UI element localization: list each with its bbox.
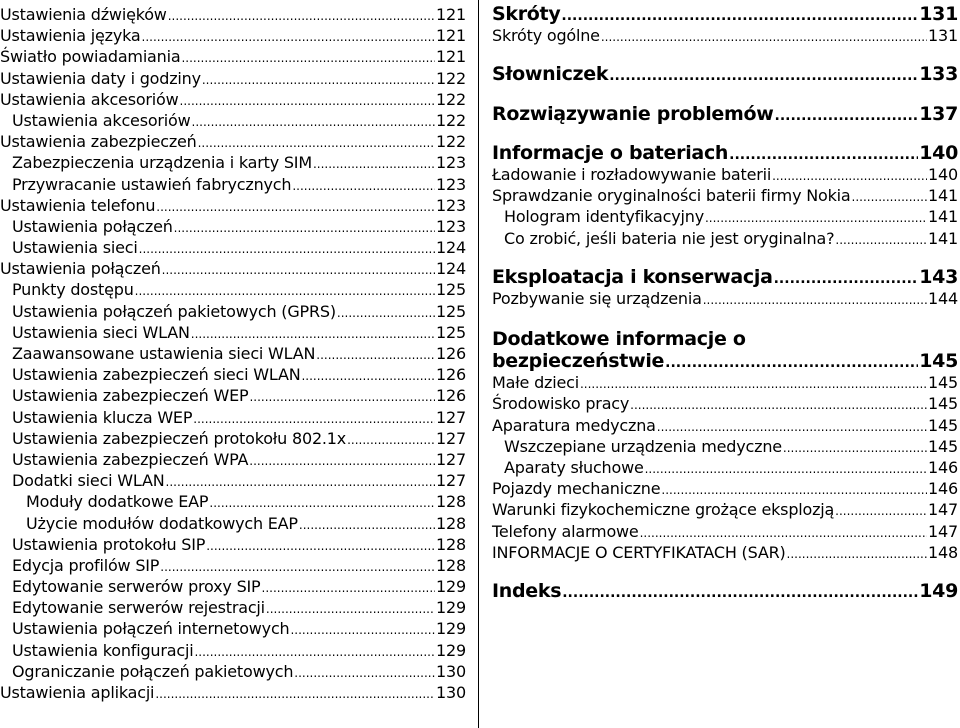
toc-entry[interactable] bbox=[492, 206, 958, 227]
toc-entry-page: 123 bbox=[436, 216, 466, 236]
toc-leader-dots bbox=[657, 421, 927, 433]
toc-entry-page: 125 bbox=[436, 322, 466, 342]
toc-entry-page: 127 bbox=[436, 471, 466, 491]
toc-leader-dots bbox=[174, 222, 435, 234]
toc-entry-page: 123 bbox=[436, 195, 466, 215]
toc-entry-page: 144 bbox=[928, 288, 958, 308]
toc-entry[interactable] bbox=[492, 436, 958, 457]
toc-entry-page: 125 bbox=[436, 280, 466, 300]
toc-section-skroty[interactable]: Skróty ..... 131 bbox=[492, 4, 958, 25]
toc-leader-dots bbox=[705, 212, 927, 224]
toc-entry-label: Ustawienia zabezpieczeń sieci WLAN bbox=[12, 365, 301, 385]
toc-entry[interactable] bbox=[0, 89, 466, 110]
toc-leader-dots bbox=[249, 455, 435, 467]
toc-entry[interactable] bbox=[0, 491, 466, 512]
toc-entry-page: 123 bbox=[436, 174, 466, 194]
toc-entry-page: 125 bbox=[436, 301, 466, 321]
toc-entry-page: 122 bbox=[436, 132, 466, 152]
toc-entry-page: 124 bbox=[436, 259, 466, 279]
toc-entry[interactable] bbox=[0, 68, 466, 89]
toc-leader-dots bbox=[292, 180, 435, 192]
toc-entry-label: Zabezpieczenia urządzenia i karty SIM bbox=[12, 153, 312, 173]
toc-entry[interactable] bbox=[0, 597, 466, 618]
toc-entry[interactable] bbox=[492, 499, 958, 520]
toc-entry-page: 140 bbox=[928, 164, 958, 184]
toc-entry-page: 145 bbox=[928, 394, 958, 414]
toc-entry-page: 127 bbox=[436, 428, 466, 448]
toc-entry[interactable] bbox=[492, 185, 958, 206]
toc-leader-dots bbox=[299, 519, 435, 531]
toc-entry-page: 124 bbox=[436, 238, 466, 258]
toc-leader-dots bbox=[194, 646, 435, 658]
toc-leader-dots bbox=[160, 561, 435, 573]
toc-entry-label: Ustawienia połączeń bbox=[12, 216, 173, 236]
toc-entry-label: Edytowanie serwerów proxy SIP bbox=[12, 577, 261, 597]
toc-section-baterie[interactable]: Informacje o bateriach ..... 140 bbox=[492, 143, 958, 164]
toc-leader-dots bbox=[168, 10, 435, 22]
toc-entry-page: 128 bbox=[436, 555, 466, 575]
toc-entry[interactable] bbox=[0, 279, 466, 300]
toc-leader-dots bbox=[787, 548, 928, 560]
toc-entry[interactable] bbox=[0, 174, 466, 195]
toc-entry[interactable] bbox=[0, 25, 466, 46]
toc-entry-page: 146 bbox=[928, 479, 958, 499]
toc-entry[interactable] bbox=[0, 385, 466, 406]
toc-entry-page: 130 bbox=[436, 661, 466, 681]
toc-entry[interactable] bbox=[0, 449, 466, 470]
toc-entry-label: Ustawienia zabezpieczeń WPA bbox=[12, 449, 249, 469]
toc-entry[interactable] bbox=[0, 258, 466, 279]
toc-leader-dots bbox=[783, 442, 927, 454]
toc-leader-dots bbox=[601, 31, 927, 43]
toc-entry[interactable] bbox=[0, 364, 466, 385]
toc-entry[interactable] bbox=[0, 470, 466, 491]
toc-entry-label: Ustawienia klucza WEP bbox=[12, 407, 193, 427]
toc-entry-label: Skróty ogólne bbox=[492, 26, 600, 46]
toc-entry-page: 129 bbox=[436, 598, 466, 618]
toc-entry-page: 141 bbox=[928, 186, 958, 206]
toc-leader-dots bbox=[209, 497, 435, 509]
toc-leader-dots bbox=[645, 463, 927, 475]
toc-entry-page: 128 bbox=[436, 513, 466, 533]
toc-entry-page: 145 bbox=[928, 373, 958, 393]
toc-leader-dots bbox=[156, 201, 435, 213]
toc-entry-label: Ustawienia dźwięków bbox=[0, 5, 167, 24]
toc-section-problemy[interactable]: Rozwiązywanie problemów ..... 137 bbox=[492, 104, 958, 125]
toc-entry[interactable] bbox=[492, 478, 958, 499]
toc-entry[interactable] bbox=[0, 618, 466, 639]
toc-leader-dots bbox=[703, 294, 927, 306]
toc-leader-dots bbox=[166, 476, 436, 488]
toc-entry-label: Ładowanie i rozładowywanie baterii bbox=[492, 164, 772, 184]
toc-leader-dots bbox=[193, 413, 435, 425]
toc-entry[interactable] bbox=[492, 164, 958, 185]
toc-entry[interactable] bbox=[0, 661, 466, 682]
toc-entry-page: 127 bbox=[436, 449, 466, 469]
toc-entry[interactable] bbox=[0, 4, 466, 25]
toc-leader-dots bbox=[313, 158, 435, 170]
toc-leader-dots bbox=[852, 191, 928, 203]
toc-entry-label: Zaawansowane ustawienia sieci WLAN bbox=[12, 344, 316, 363]
toc-entry-page: 126 bbox=[436, 386, 466, 406]
toc-leader-dots bbox=[139, 243, 435, 255]
toc-entry[interactable] bbox=[0, 640, 466, 661]
toc-entry-label: Małe dzieci bbox=[492, 373, 579, 393]
toc-entry-page: 141 bbox=[928, 207, 958, 227]
toc-leader-dots bbox=[180, 95, 436, 107]
toc-section-bezpieczenstwo-line1[interactable]: Dodatkowe informacje o bbox=[492, 328, 746, 351]
toc-entry-label: Ustawienia zabezpieczeń bbox=[0, 132, 197, 152]
toc-entry-page: 121 bbox=[436, 26, 466, 46]
toc-leader-dots bbox=[630, 399, 927, 411]
toc-entry-page: 145 bbox=[928, 415, 958, 435]
toc-entry-label: Sprawdzanie oryginalności baterii firmy Nokia bbox=[492, 186, 851, 206]
toc-entry[interactable] bbox=[0, 534, 466, 555]
toc-entry-page: 123 bbox=[436, 153, 466, 173]
toc-entry-page: 131 bbox=[928, 26, 958, 46]
toc-entry[interactable] bbox=[0, 682, 466, 703]
toc-entry-label: Ustawienia języka bbox=[0, 26, 141, 46]
column-divider bbox=[478, 0, 479, 728]
toc-entry[interactable] bbox=[0, 152, 466, 173]
toc-entry[interactable] bbox=[0, 513, 466, 534]
toc-leader-dots bbox=[266, 603, 435, 615]
toc-entry-label: Ustawienia połączeń pakietowych (GPRS) bbox=[12, 301, 336, 321]
toc-entry-label: Ustawienia protokołu SIP bbox=[12, 534, 206, 554]
toc-entry-page: 146 bbox=[928, 458, 958, 477]
toc-entry-label: Co zrobić, jeśli bateria nie jest oryginalna? bbox=[504, 228, 835, 248]
toc-leader-dots bbox=[337, 307, 435, 319]
toc-entry-page: 130 bbox=[436, 683, 466, 702]
toc-entry-label: Aparatura medyczna bbox=[492, 415, 656, 435]
toc-entry[interactable] bbox=[0, 216, 466, 237]
toc-entry-label: Ograniczanie połączeń pakietowych bbox=[12, 661, 294, 681]
toc-entry-page: 145 bbox=[928, 436, 958, 456]
toc-leader-dots bbox=[347, 434, 435, 446]
toc-entry-label: Ustawienia daty i godziny bbox=[0, 68, 201, 88]
toc-leader-dots bbox=[191, 328, 435, 340]
toc-leader-dots bbox=[198, 137, 435, 149]
toc-entry[interactable] bbox=[0, 576, 466, 597]
toc-entry[interactable] bbox=[492, 228, 958, 249]
toc-entry-page: 128 bbox=[436, 492, 466, 512]
toc-entry-label: Światło powiadamiania bbox=[0, 47, 181, 67]
toc-entry-label: Edytowanie serwerów rejestracji bbox=[12, 598, 265, 618]
toc-leader-dots bbox=[294, 667, 435, 679]
toc-entry[interactable] bbox=[492, 288, 958, 309]
toc-leader-dots bbox=[835, 234, 927, 246]
toc-entry-label: Przywracanie ustawień fabrycznych bbox=[12, 174, 292, 194]
toc-entry-page: 128 bbox=[436, 534, 466, 554]
toc-entry-page: 121 bbox=[436, 5, 466, 24]
toc-entry-page: 147 bbox=[928, 500, 958, 520]
toc-entry[interactable] bbox=[0, 46, 466, 67]
toc-entry-label: Dodatki sieci WLAN bbox=[12, 471, 165, 491]
toc-entry-label: Ustawienia połączeń bbox=[0, 259, 161, 279]
toc-leader-dots bbox=[661, 484, 927, 496]
toc-entry-page: 122 bbox=[436, 89, 466, 109]
toc-entry[interactable] bbox=[492, 372, 958, 393]
toc-entry[interactable] bbox=[0, 407, 466, 428]
toc-entry-page: 122 bbox=[436, 110, 466, 130]
toc-entry-label: Ustawienia zabezpieczeń WEP bbox=[12, 386, 249, 406]
toc-entry[interactable] bbox=[0, 110, 466, 131]
toc-entry-page: 122 bbox=[436, 68, 466, 88]
toc-entry-label: Ustawienia konfiguracji bbox=[12, 640, 194, 660]
toc-leader-dots bbox=[202, 74, 435, 86]
toc-entry-label: Ustawienia zabezpieczeń protokołu 802.1x bbox=[12, 428, 347, 448]
toc-leader-dots bbox=[155, 688, 435, 700]
toc-entry-label: Ustawienia sieci bbox=[12, 238, 138, 258]
toc-entry-label: Ustawienia sieci WLAN bbox=[12, 322, 190, 342]
toc-section-indeks[interactable]: Indeks ..... 149 bbox=[492, 581, 958, 602]
toc-entry-label: Wszczepiane urządzenia medyczne bbox=[504, 436, 782, 456]
toc-entry[interactable] bbox=[492, 542, 958, 563]
toc-leader-dots bbox=[316, 349, 435, 361]
toc-entry[interactable] bbox=[492, 25, 958, 46]
toc-entry-label: Ustawienia telefonu bbox=[0, 195, 156, 215]
toc-entry-label: Ustawienia aplikacji bbox=[0, 683, 155, 702]
toc-entry-label: Środowisko pracy bbox=[492, 394, 630, 414]
toc-entry[interactable] bbox=[0, 131, 466, 152]
toc-leader-dots bbox=[181, 52, 435, 64]
toc-entry[interactable] bbox=[0, 195, 466, 216]
toc-left-column bbox=[0, 0, 466, 703]
toc-entry[interactable] bbox=[492, 393, 958, 414]
toc-entry-page: 148 bbox=[928, 542, 958, 562]
toc-entry-label: Ustawienia połączeń internetowych bbox=[12, 619, 290, 639]
toc-entry-label: Warunki fizykochemiczne grożące eksplozją bbox=[492, 500, 835, 520]
toc-leader-dots bbox=[640, 527, 927, 539]
toc-entry-label: Pojazdy mechaniczne bbox=[492, 479, 661, 499]
toc-leader-dots bbox=[290, 624, 435, 636]
toc-entry-label: Pozbywanie się urządzenia bbox=[492, 288, 702, 308]
toc-entry-label: Użycie modułów dodatkowych EAP bbox=[26, 513, 298, 533]
toc-entry-label: Punkty dostępu bbox=[12, 280, 134, 300]
toc-entry[interactable] bbox=[0, 322, 466, 343]
toc-leader-dots bbox=[142, 31, 436, 43]
toc-leader-dots bbox=[262, 582, 436, 594]
toc-leader-dots bbox=[772, 170, 927, 182]
toc-entry-page: 147 bbox=[928, 521, 958, 541]
toc-entry[interactable] bbox=[0, 237, 466, 258]
toc-right-column bbox=[492, 0, 958, 602]
toc-entry-label: Hologram identyfikacyjny bbox=[504, 207, 704, 227]
toc-section-eksploatacja[interactable]: Eksploatacja i konserwacja ..... 143 bbox=[492, 267, 958, 288]
toc-entry[interactable] bbox=[0, 343, 466, 364]
toc-leader-dots bbox=[249, 391, 435, 403]
toc-leader-dots bbox=[192, 116, 436, 128]
toc-leader-dots bbox=[835, 505, 927, 517]
toc-entry-label: Edycja profilów SIP bbox=[12, 555, 160, 575]
toc-entry-page: 126 bbox=[436, 344, 466, 363]
toc-entry[interactable] bbox=[0, 428, 466, 449]
toc-entry-label: Aparaty słuchowe bbox=[504, 458, 644, 477]
toc-entry[interactable] bbox=[492, 415, 958, 436]
toc-entry-page: 141 bbox=[928, 228, 958, 248]
toc-leader-dots bbox=[206, 540, 435, 552]
toc-entry[interactable] bbox=[0, 301, 466, 322]
toc-entry[interactable] bbox=[492, 521, 958, 542]
toc-leader-dots bbox=[162, 264, 435, 276]
toc-entry-page: 127 bbox=[436, 407, 466, 427]
toc-leader-dots bbox=[301, 370, 435, 382]
toc-entry-page: 126 bbox=[436, 365, 466, 385]
toc-leader-dots bbox=[135, 285, 435, 297]
toc-entry[interactable] bbox=[0, 555, 466, 576]
toc-section-slowniczek[interactable]: Słowniczek ..... 133 bbox=[492, 64, 958, 85]
toc-leader-dots bbox=[580, 378, 927, 390]
toc-entry-page: 129 bbox=[436, 619, 466, 639]
toc-entry-page: 121 bbox=[436, 47, 466, 67]
toc-entry-page: 129 bbox=[436, 640, 466, 660]
toc-entry-label: Ustawienia akcesoriów bbox=[12, 110, 191, 130]
toc-section-bezpieczenstwo[interactable]: bezpieczeństwie ..... 145 bbox=[492, 351, 958, 372]
toc-entry-label: INFORMACJE O CERTYFIKATACH (SAR) bbox=[492, 542, 786, 562]
toc-entry-page: 129 bbox=[436, 577, 466, 597]
toc-entry-label: Moduły dodatkowe EAP bbox=[26, 492, 209, 512]
toc-entry-label: Telefony alarmowe bbox=[492, 521, 639, 541]
toc-entry[interactable] bbox=[492, 457, 958, 478]
toc-entry-label: Ustawienia akcesoriów bbox=[0, 89, 179, 109]
